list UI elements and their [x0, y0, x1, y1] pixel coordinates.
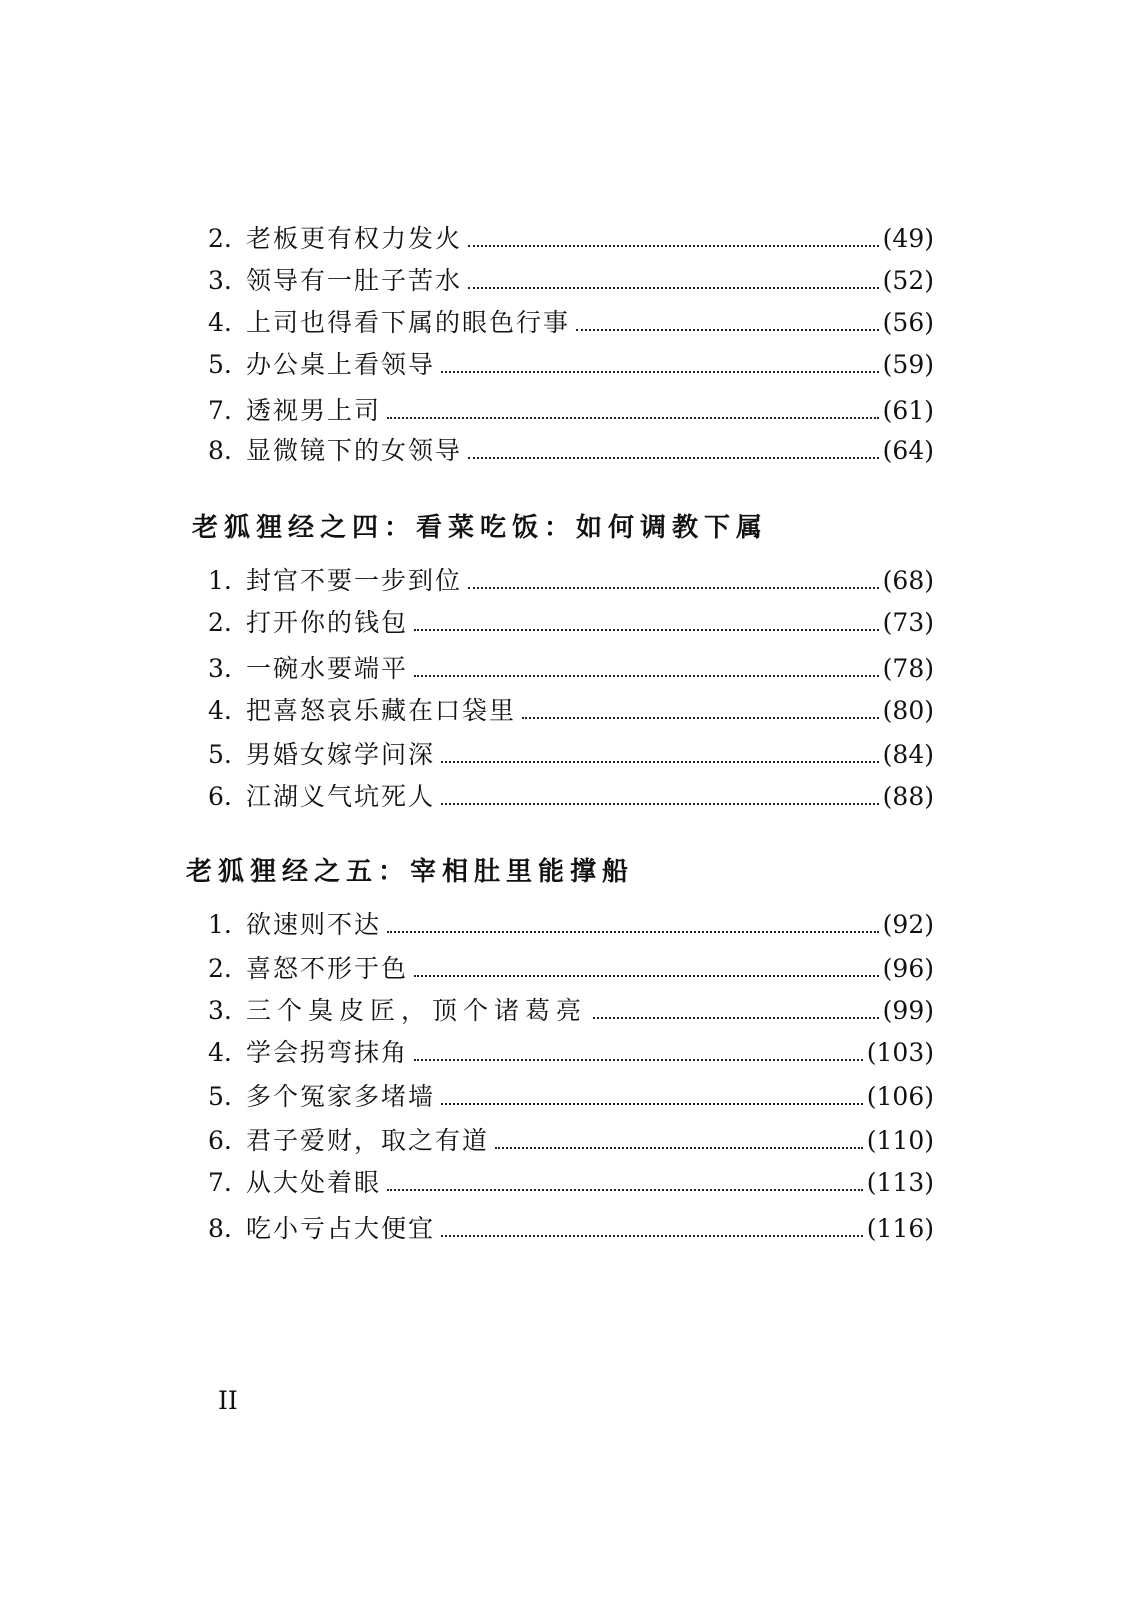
entry-number: 5. [208, 1082, 232, 1111]
entry-title: 多个冤家多堵墙 [246, 1082, 436, 1111]
entry-page: (80) [882, 696, 934, 725]
toc-entry [208, 394, 934, 428]
toc-entry [208, 994, 934, 1028]
entry-page: (103) [866, 1038, 934, 1067]
entry-title: 君子爱财，取之有道 [246, 1126, 490, 1155]
page-number: II [218, 1386, 238, 1415]
toc-entry [208, 780, 934, 814]
entry-page: (73) [882, 608, 934, 637]
entry-page: (106) [866, 1082, 934, 1111]
entry-page: (61) [882, 396, 934, 425]
entry-number: 3. [208, 996, 232, 1025]
toc-entry [208, 564, 934, 598]
entry-title: 吃小亏占大便宜 [246, 1214, 436, 1243]
dot-leader [468, 587, 879, 589]
entry-page: (59) [882, 350, 934, 379]
entry-title: 男婚女嫁学问深 [246, 740, 436, 769]
dot-leader [414, 975, 879, 977]
toc-entry [208, 1166, 934, 1200]
toc-entry [208, 1080, 934, 1114]
toc-entry [208, 606, 934, 640]
entry-title: 学会拐弯抹角 [246, 1038, 409, 1067]
toc-entry [208, 652, 934, 686]
entry-title: 一碗水要端平 [246, 654, 409, 683]
entry-number: 5. [208, 350, 232, 379]
entry-page: (110) [866, 1126, 934, 1155]
entry-number: 4. [208, 308, 232, 337]
dot-leader [441, 1235, 863, 1237]
entry-title: 喜怒不形于色 [246, 954, 409, 983]
toc-entry [208, 434, 934, 468]
entry-page: (56) [882, 308, 934, 337]
chapter-heading: 老狐狸经之四：看菜吃饭：如何调教下属 [192, 513, 769, 543]
entry-page: (78) [882, 654, 934, 683]
entry-number: 6. [208, 1126, 232, 1155]
toc-entry [208, 264, 934, 298]
dot-leader [522, 717, 879, 719]
entry-page: (113) [866, 1168, 934, 1197]
entry-page: (52) [882, 266, 934, 295]
toc-entry [208, 1212, 934, 1246]
entry-number: 5. [208, 740, 232, 769]
entry-number: 2. [208, 954, 232, 983]
entry-number: 4. [208, 1038, 232, 1067]
dot-leader [576, 329, 879, 331]
toc-entry [208, 306, 934, 340]
toc-entry [208, 348, 934, 382]
toc-entry [208, 1124, 934, 1158]
entry-number: 2. [208, 224, 232, 253]
entry-title: 欲速则不达 [246, 910, 382, 939]
toc-entry [208, 1036, 934, 1070]
entry-title: 江湖义气坑死人 [246, 782, 436, 811]
entry-number: 7. [208, 396, 232, 425]
entry-number: 3. [208, 654, 232, 683]
entry-page: (116) [866, 1214, 934, 1243]
entry-number: 7. [208, 1168, 232, 1197]
toc-entry [208, 738, 934, 772]
entry-page: (64) [882, 436, 934, 465]
toc-entry [208, 908, 934, 942]
dot-leader [468, 245, 879, 247]
entry-title: 显微镜下的女领导 [246, 436, 463, 465]
dot-leader [593, 1017, 879, 1019]
entry-title: 打开你的钱包 [246, 608, 409, 637]
dot-leader [387, 931, 879, 933]
toc-entry [208, 694, 934, 728]
entry-title: 从大处着眼 [246, 1168, 382, 1197]
dot-leader [495, 1147, 863, 1149]
entry-page: (88) [882, 782, 934, 811]
dot-leader [414, 675, 879, 677]
entry-title: 封官不要一步到位 [246, 566, 463, 595]
dot-leader [414, 629, 879, 631]
dot-leader [441, 371, 879, 373]
dot-leader [441, 761, 879, 763]
toc-entry [208, 222, 934, 256]
dot-leader [468, 287, 879, 289]
entry-page: (92) [882, 910, 934, 939]
dot-leader [387, 417, 879, 419]
entry-page: (68) [882, 566, 934, 595]
entry-title: 领导有一肚子苦水 [246, 266, 463, 295]
entry-title: 透视男上司 [246, 396, 382, 425]
dot-leader [468, 457, 879, 459]
entry-number: 8. [208, 1214, 232, 1243]
dot-leader [387, 1189, 863, 1191]
entry-number: 6. [208, 782, 232, 811]
entry-number: 8. [208, 436, 232, 465]
entry-title: 上司也得看下属的眼色行事 [246, 308, 571, 337]
entry-page: (99) [882, 996, 934, 1025]
entry-number: 2. [208, 608, 232, 637]
entry-title: 三个臭皮匠，顶个诸葛亮 [246, 996, 588, 1025]
dot-leader [441, 1103, 863, 1105]
chapter-heading: 老狐狸经之五：宰相肚里能撑船 [186, 857, 635, 887]
dot-leader [414, 1059, 863, 1061]
dot-leader [441, 803, 879, 805]
entry-page: (96) [882, 954, 934, 983]
entry-number: 4. [208, 696, 232, 725]
toc-entry [208, 952, 934, 986]
entry-number: 3. [208, 266, 232, 295]
entry-page: (49) [882, 224, 934, 253]
entry-number: 1. [208, 910, 232, 939]
entry-page: (84) [882, 740, 934, 769]
entry-number: 1. [208, 566, 232, 595]
entry-title: 把喜怒哀乐藏在口袋里 [246, 696, 517, 725]
entry-title: 老板更有权力发火 [246, 224, 463, 253]
entry-title: 办公桌上看领导 [246, 350, 436, 379]
